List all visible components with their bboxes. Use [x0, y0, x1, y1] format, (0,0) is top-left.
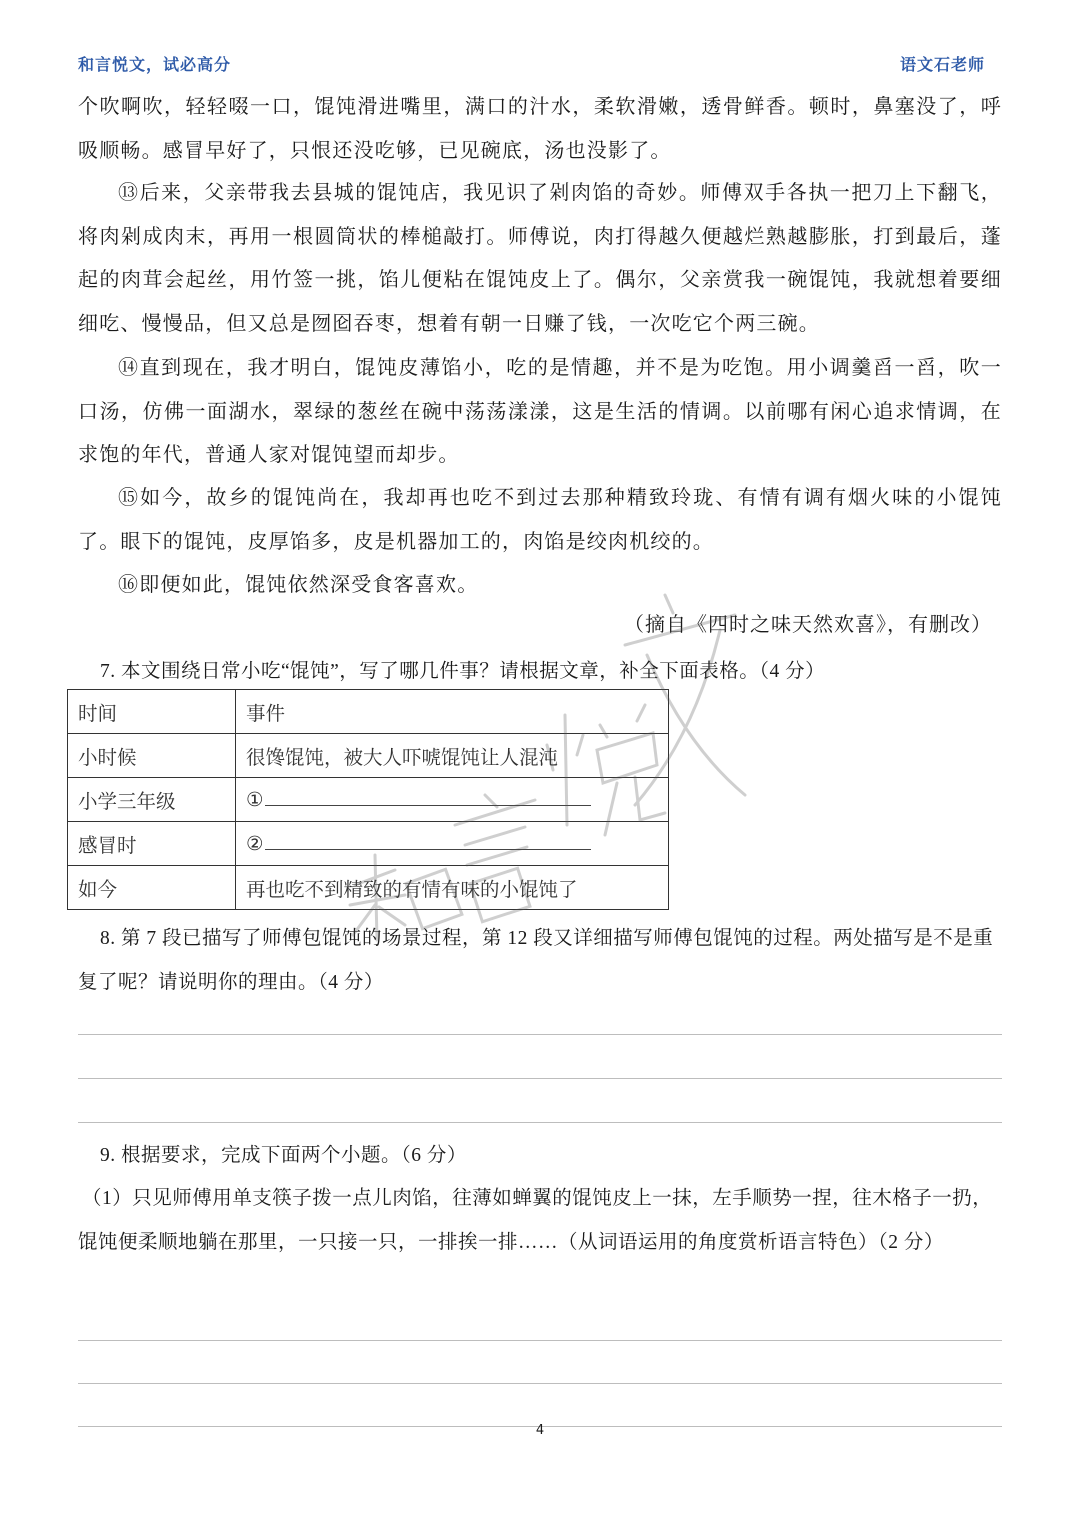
table-row	[68, 734, 669, 778]
page-number: 4	[535, 1423, 545, 1438]
table-cell-time: 如今	[68, 866, 236, 910]
table-cell-event	[236, 822, 669, 866]
answer-blank-1[interactable]	[265, 791, 591, 806]
question-9-part-1: （1）只见师傅用单支筷子拨一点儿肉馅，往薄如蝉翼的馄饨皮上一抹，左手顺势一捏，往木格子一扔，馄饨便柔顺地躺在那里，一只接一只，一排挨一排……（从词语运用的角度赏析语言特色）（2 分）	[78, 1188, 993, 1253]
passage-paragraph-12-end: 个吹啊吹，轻轻啜一口，馄饨滑进嘴里，满口的汁水，柔软滑嫩，透骨鲜香。顿时，鼻塞没了，呼吸顺畅。感冒早好了，只恨还没吃够，已见碗底，汤也没影了。	[78, 94, 1002, 162]
question-8: 8. 第 7 段已描写了师傅包馄饨的场景过程，第 12 段又详细描写师傅包馄饨的过程。两处描写是不是重复了呢？请说明你的理由。（4 分）	[78, 928, 994, 993]
passage-paragraph-16: ⑯即便如此，馄饨依然深受食客喜欢。	[118, 572, 479, 596]
answer-marker-2: ②	[246, 832, 264, 855]
table-row	[68, 866, 669, 910]
answer-line[interactable]	[78, 1034, 1002, 1035]
table-cell-time: 小时候	[68, 734, 236, 778]
table-cell-time: 感冒时	[68, 822, 236, 866]
answer-marker-1: ①	[246, 788, 264, 811]
question-9: 9. 根据要求，完成下面两个小题。（6 分）	[100, 1145, 467, 1166]
table-cell-event: 很馋馄饨，被大人吓唬馄饨让人混沌	[236, 734, 669, 778]
table-header-row	[68, 690, 669, 734]
table-row	[68, 778, 669, 822]
answer-blank-2[interactable]	[265, 835, 591, 850]
answer-line[interactable]	[78, 1383, 1002, 1384]
table-cell-event: 再也吃不到精致的有情有味的小馄饨了	[236, 866, 669, 910]
header-slogan: 和言悦文，试必高分	[78, 55, 232, 74]
passage-paragraph-15: ⑮如今，故乡的馄饨尚在，我却再也吃不到过去那种精致玲珑、有情有调有烟火味的小馄饨了。眼下的馄饨，皮厚馅多，皮是机器加工的，肉馅是绞肉机绞的。	[78, 485, 1002, 553]
page-header	[78, 52, 985, 78]
question-7: 7. 本文围绕日常小吃“馄饨”，写了哪几件事？请根据文章，补全下面表格。（4 分）	[100, 661, 826, 682]
table-header-time: 时间	[68, 690, 236, 734]
table-header-event: 事件	[236, 690, 669, 734]
table-cell-event	[236, 778, 669, 822]
table-row	[68, 822, 669, 866]
header-author: 语文石老师	[899, 55, 985, 74]
event-table	[67, 689, 669, 910]
answer-line[interactable]	[78, 1078, 1002, 1079]
passage-paragraph-14: ⑭直到现在，我才明白，馄饨皮薄馅小，吃的是情趣，并不是为吃饱。用小调羹舀一舀，吹一口汤，仿佛一面湖水，翠绿的葱丝在碗中荡荡漾漾，这是生活的情调。以前哪有闲心追求情调，在求饱的年代，普通人家对馄饨望而却步。	[78, 355, 1002, 466]
passage-source: （摘自《四时之味天然欢喜》，有删改）	[624, 612, 992, 636]
table-cell-time: 小学三年级	[68, 778, 236, 822]
passage-paragraph-13: ⑬后来，父亲带我去县城的馄饨店，我见识了剁肉馅的奇妙。师傅双手各执一把刀上下翻飞，将肉剁成肉末，再用一根圆筒状的棒槌敲打。师傅说，肉打得越久便越烂熟越膨胀，打到最后，蓬起的肉茸会起丝，用竹签一挑，馅儿便粘在馄饨皮上了。偶尔，父亲赏我一碗馄饨，我就想着要细细吃、慢慢品，但又总是囫囵吞枣，想着有朝一日赚了钱，一次吃它个两三碗。	[78, 180, 1002, 335]
answer-line[interactable]	[78, 1340, 1002, 1341]
answer-line[interactable]	[78, 1122, 1002, 1123]
